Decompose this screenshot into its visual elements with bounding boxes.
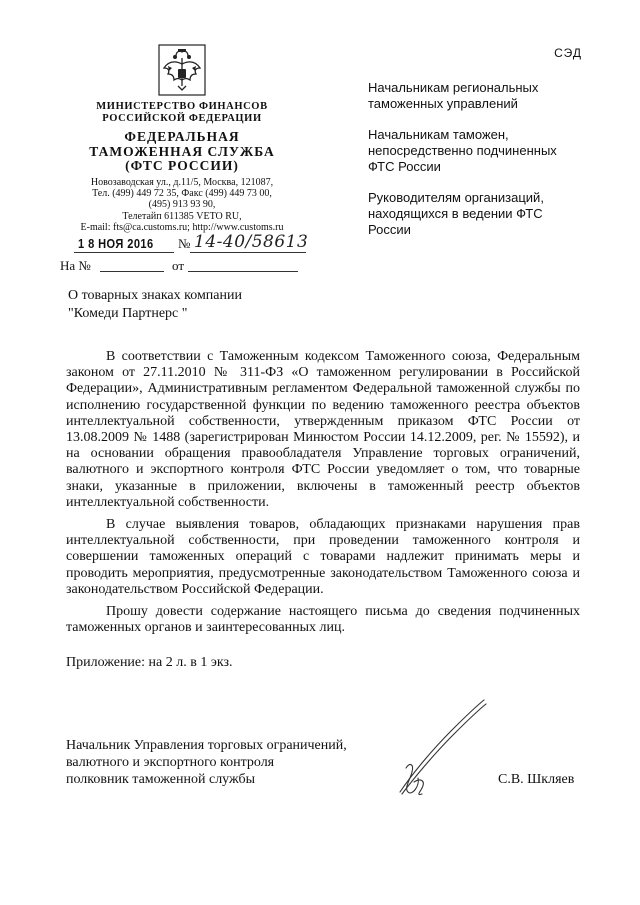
date-underline — [74, 252, 174, 253]
addressee-item: Начальникам таможен, непосредственно подчиненных ФТС России — [368, 127, 557, 174]
date-number-line — [74, 234, 314, 254]
signer-position: Начальник Управления торговых ограничений, валютного и экспортного контроля полковник таможенной службы — [66, 738, 347, 787]
on-number-blank — [100, 271, 164, 272]
signer-name: С.В. Шкляев — [498, 772, 575, 787]
from-label: от — [172, 258, 185, 273]
handwritten-signature — [392, 694, 492, 804]
ministry-name: МИНИСТЕРСТВО ФИНАНСОВ РОССИЙСКОЙ ФЕДЕРАЦИИ — [96, 101, 268, 124]
from-blank — [188, 271, 298, 272]
organization-address: Новозаводская ул., д.11/5, Москва, 121087, Тел. (499) 449 72 35, Факс (499) 449 73 00, (495) 913 93 90, Телетайп 611385 VETO RU, E-mail: fts@ca.customs.ru; http://www.customs.ru — [80, 177, 284, 233]
on-number-label: На № — [60, 258, 91, 273]
date-stamp: 1 8 НОЯ 2016 — [78, 236, 154, 251]
letter-subject: О товарных знаках компании "Комеди Партнерс " — [68, 288, 242, 321]
body-paragraph: В случае выявления товаров, обладающих признаками нарушения прав интеллектуальной собственности, при проведении таможенного контроля и совершении таможенных операций с товарами надлежит принимать меры и проводить мероприятия, предусмотренные законодательством Таможенного союза и законодательством Российской Федерации. — [66, 517, 580, 597]
registration-number: 14-40/58613 — [194, 232, 309, 252]
addressee-list — [368, 80, 608, 253]
addressee-item: Руководителям организаций, находящихся в ведении ФТС России — [368, 190, 544, 237]
attachment-note: Приложение: на 2 л. в 1 экз. — [66, 655, 233, 670]
body-paragraph: В соответствии с Таможенным кодексом Таможенного союза, Федеральным законом от 27.11.2010 № 311-ФЗ «О таможенном регулировании в Российской Федерации», Административным регламентом Федеральной таможенной службы по исполнению государственной функции по ведению таможенного реестра объектов интеллектуальной собственности, утвержденным приказом ФТС России от 13.08.2009 № 1488 (зарегистрирован Минюстом России 14.12.2009, рег. № 15592), и на основании обращения правообладателя Управление торговых ограничений, валютного и экспортного контроля ФТС России уведомляет о том, что товарные знаки, указанные в приложении, включены в таможенный реестр объектов интеллектуальной собственности. — [66, 349, 580, 510]
number-sign: № — [178, 236, 191, 251]
service-name: ФЕДЕРАЛЬНАЯ ТАМОЖЕННАЯ СЛУЖБА (ФТС РОССИИ) — [89, 129, 275, 173]
body-paragraph: Прошу довести содержание настоящего письма до сведения подчиненных таможенных органов и заинтересованных лиц. — [66, 604, 580, 636]
number-underline — [190, 252, 306, 253]
sed-mark: СЭД — [554, 46, 582, 60]
letter-body — [66, 349, 580, 642]
addressee-item: Начальникам региональных таможенных управлений — [368, 80, 539, 111]
coat-of-arms-emblem — [158, 44, 206, 96]
reference-line — [60, 258, 300, 276]
